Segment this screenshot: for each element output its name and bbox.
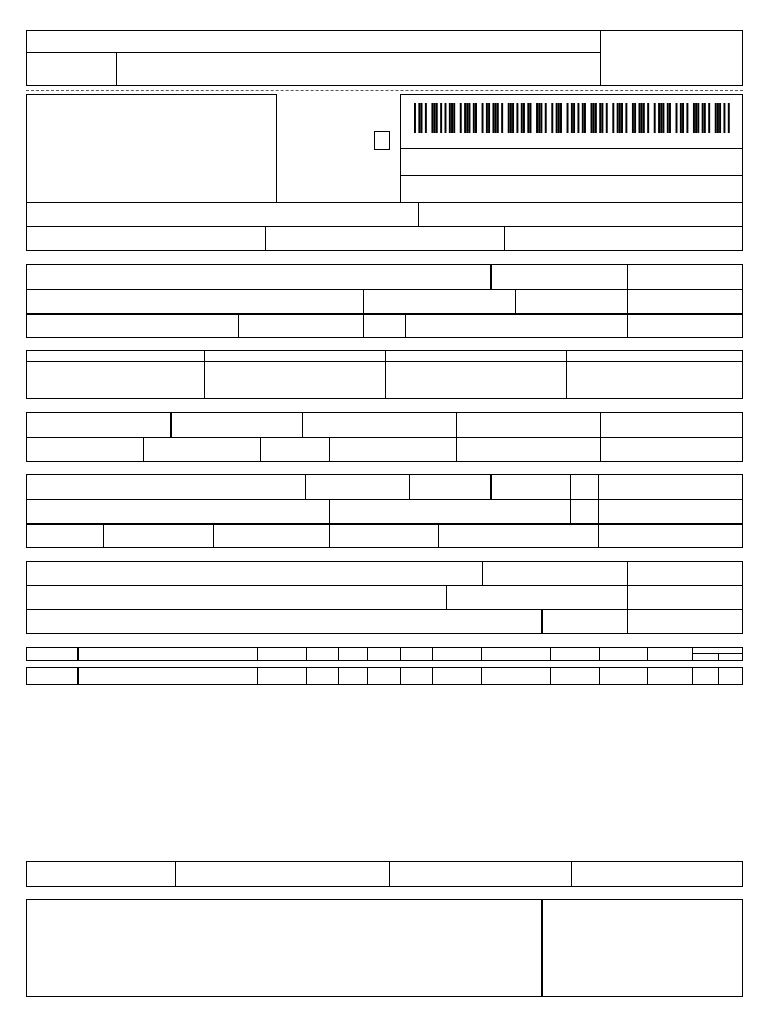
barcode-bar [702,103,704,133]
section-c-v6 [260,437,261,462]
barcode-bar [495,103,497,133]
barcode-bar [527,103,529,133]
barcode-bar [512,103,514,133]
item-table-col-divider [367,647,368,661]
item-table-col-divider [432,647,433,661]
barcode-bar [425,103,427,133]
item-table-col-divider [400,667,401,685]
barcode-bar [643,103,645,133]
barcode-bar [584,103,586,133]
barcode-bar [682,103,684,133]
barcode-bar [445,103,447,133]
barcode-bar [599,103,601,133]
section-d-v4 [570,474,571,523]
section-d [26,474,743,548]
item-table-col-divider [77,667,79,685]
item-table-col-divider [338,667,339,685]
totals-row [26,861,743,887]
barcode-bar [573,103,575,133]
barcode-bar [634,103,636,133]
barcode-bar [686,103,688,133]
barcode-bar [466,103,468,133]
item-table-col-divider [599,647,600,661]
barcode-bar [723,103,725,133]
barcode-bar [601,103,603,133]
section-a-h1 [26,289,743,290]
barcode-bar [540,103,542,133]
barcode-bar [695,103,697,133]
barcode-bar [662,103,664,133]
item-table-row [26,667,743,685]
barcode-bar [536,103,538,133]
section-e-v2 [627,561,628,634]
info-row-2-div-a [265,226,266,251]
item-table-col-divider [599,667,600,685]
item-table-col-divider [400,647,401,661]
header-label-divider [116,52,117,86]
section-c-v3 [456,412,457,462]
barcode-bar [632,103,634,133]
barcode-bar [510,103,512,133]
barcode-bar [482,103,484,133]
section-d-v9 [438,523,439,548]
barcode-bar [717,103,719,133]
barcode-bar [460,103,462,133]
barcode-bar [475,103,477,133]
tear-line [26,90,743,91]
barcode-bar [501,103,503,133]
barcode-bar [560,103,562,133]
barcode-bar [647,103,649,133]
barcode-bar [473,103,475,133]
item-table-col-divider [338,647,339,661]
barcode-bar [708,103,710,133]
barcode-bar [421,103,423,133]
barcode-bar [516,103,518,133]
section-c-v2 [302,412,303,437]
info-row-1 [26,202,743,227]
section-e-h1 [26,585,743,586]
barcode-bar [436,103,438,133]
barcode-bar [571,103,573,133]
section-a-v5 [238,313,239,338]
item-table-col-divider [692,667,693,685]
barcode-bar [680,103,682,133]
section-e-v4 [541,609,543,634]
barcode-bar [719,103,721,133]
barcode-bar [468,103,470,133]
info-row-2-div-b [504,226,505,251]
item-table-col-divider [257,647,258,661]
barcode-bar [728,103,730,133]
barcode-bar [715,103,717,133]
barcode-bar [523,103,525,133]
barcode-bar [521,103,523,133]
info-row-2 [26,226,743,251]
header-block [26,30,743,86]
barcode-bar [486,103,488,133]
barcode-bar [530,103,532,133]
item-table-col-divider [432,667,433,685]
item-table-subcol-head [718,653,719,661]
section-d-v6 [329,499,330,548]
barcode-bar [431,103,433,133]
item-table-col-divider [481,667,482,685]
barcode-line-2 [400,175,743,176]
header-divider [26,52,600,53]
item-table-col-divider [550,647,551,661]
barcode-bar [595,103,597,133]
section-c-v7 [329,437,330,462]
barcode-bar [676,103,678,133]
barcode-bar [669,103,671,133]
barcode-bar [654,103,656,133]
address-box [26,94,277,203]
barcode-bar [621,103,623,133]
totals-v3 [571,861,572,887]
item-table-col-divider [481,647,482,661]
item-table-col-divider [647,647,648,661]
barcode-bar [638,103,640,133]
item-table-col-divider [257,667,258,685]
barcode-bar [582,103,584,133]
section-e-v1 [482,561,483,585]
barcode-bar [545,103,547,133]
checkbox[interactable] [374,131,390,150]
item-table-subcol-divider [718,667,719,685]
section-c-v5 [143,437,144,462]
section-a-v4 [515,289,516,313]
barcode-bar [625,103,627,133]
section-d-v2 [409,474,410,499]
section-e-v3 [446,585,447,609]
section-a-v1 [490,264,492,289]
section-b-v1 [204,350,205,399]
totals-v1 [175,861,176,887]
barcode-bar [617,103,619,133]
section-d-v1 [305,474,306,499]
section-e-h2 [26,609,743,610]
item-table-col-divider [647,667,648,685]
barcode-bar [606,103,608,133]
header-right-divider [600,30,601,86]
remarks-box [26,899,743,997]
barcode-bar [558,103,560,133]
barcode-bar [488,103,490,133]
section-a-v3 [363,289,364,338]
item-table-col-divider [306,647,307,661]
barcode-bar [538,103,540,133]
barcode-bar [451,103,453,133]
section-d-h1 [26,499,743,500]
barcode-bar [697,103,699,133]
section-a-v6 [405,313,406,338]
barcode-bar [619,103,621,133]
item-table-col-divider [550,667,551,685]
info-row-1-div [418,202,419,227]
section-a-v2 [627,264,628,338]
barcode-bar [440,103,442,133]
section-b-v2 [385,350,386,399]
barcode-bar [418,103,420,133]
section-b-v3 [566,350,567,399]
barcode-bar [508,103,510,133]
barcode-bar [577,103,579,133]
barcode-bar [641,103,643,133]
barcode-bar [464,103,466,133]
barcode-bar [492,103,494,133]
section-d-v8 [213,523,214,548]
barcode-bar [591,103,593,133]
barcode-bar [551,103,553,133]
section-a [26,264,743,338]
section-d-v3 [490,474,492,499]
barcode-bar [593,103,595,133]
section-c-v1 [170,412,172,437]
item-table-col-divider [692,647,693,661]
remarks-divider [541,899,543,997]
section-d-h2 [26,523,743,525]
item-table-col-divider [367,667,368,685]
barcode-bar [556,103,558,133]
barcode-bar [658,103,660,133]
barcode-line-1 [400,148,743,149]
barcode-bar [453,103,455,133]
section-e [26,561,743,634]
barcode-bar [660,103,662,133]
totals-v2 [389,861,390,887]
section-d-v5 [598,474,599,548]
section-c-v4 [600,412,601,462]
section-a-h2 [26,313,743,315]
barcode-bar [449,103,451,133]
barcode-bar [704,103,706,133]
section-d-v7 [103,523,104,548]
barcode-bar [667,103,669,133]
barcode-bar [567,103,569,133]
item-table-col-divider [77,647,79,661]
section-c-h1 [26,437,743,438]
item-table-col-divider [306,667,307,685]
barcode-bar [693,103,695,133]
barcode-bar [414,103,416,133]
item-table-header [26,647,743,661]
barcode-bar [612,103,614,133]
barcode-bar [434,103,436,133]
barcode-icon [414,103,730,133]
barcode-bar [497,103,499,133]
